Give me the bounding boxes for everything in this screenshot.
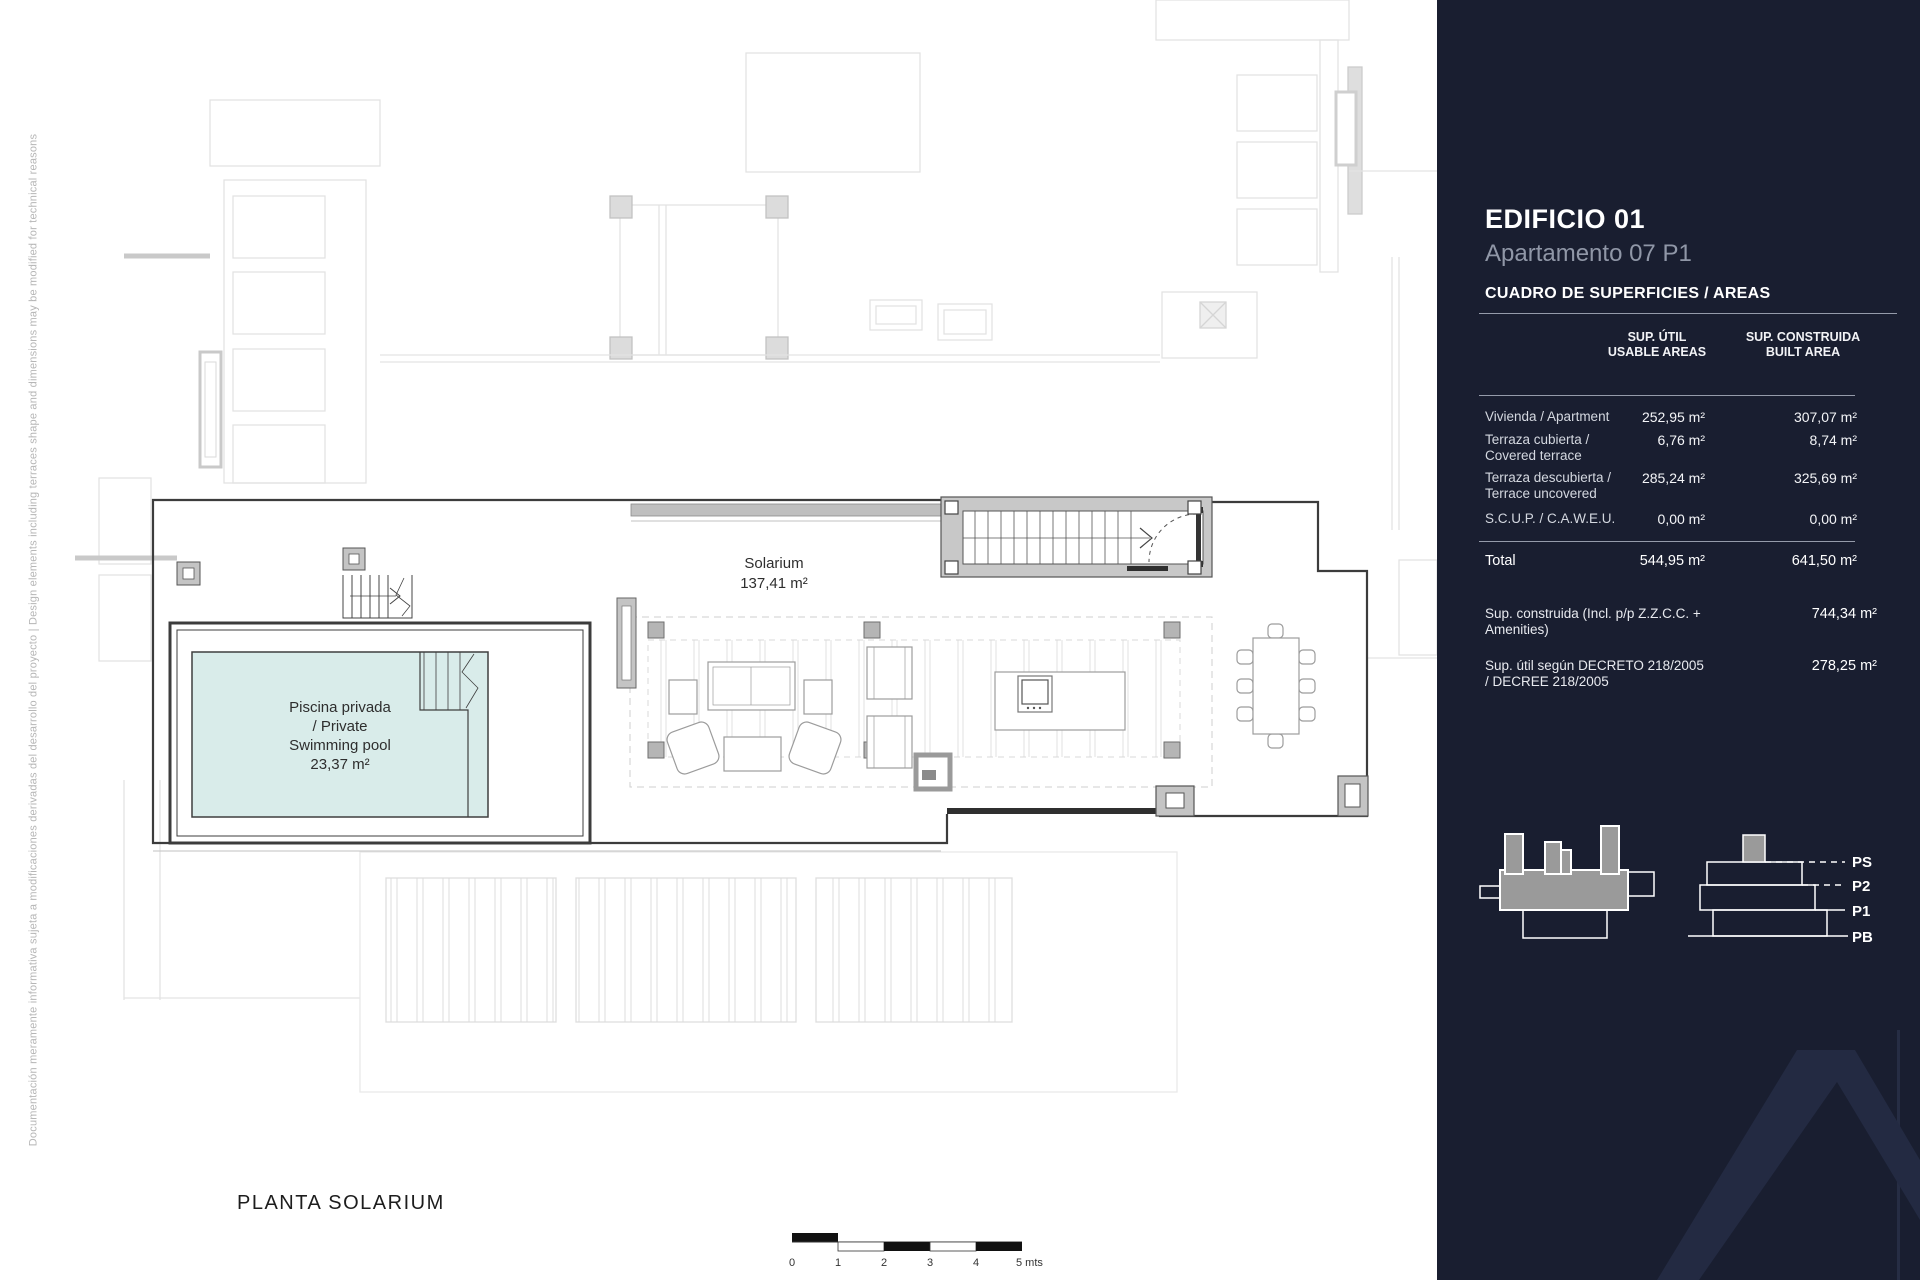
svg-text:1: 1	[834, 1257, 842, 1269]
scale-bar	[789, 1233, 1043, 1269]
info-panel	[1437, 0, 1920, 1280]
louvre-hatch-panels	[386, 878, 1012, 1022]
divider	[1479, 541, 1855, 542]
areas-table-title: CUADRO DE SUPERFICIES / AREAS	[1485, 285, 1771, 302]
svg-text:3: 3	[926, 1257, 934, 1269]
floor-label-p1: P1	[1852, 903, 1871, 920]
structural-columns	[1156, 776, 1368, 816]
footprint-diagram	[1480, 826, 1654, 938]
floor-label-pb: PB	[1852, 929, 1873, 946]
outdoor-kitchen-island	[995, 672, 1125, 730]
pool-label-3: Swimming pool	[289, 737, 391, 754]
dining-table	[1253, 638, 1299, 734]
solarium-label: Solarium	[744, 555, 804, 572]
logo-watermark	[1437, 1020, 1920, 1280]
building-title: EDIFICIO 01	[1485, 204, 1646, 234]
top-wall-band	[631, 504, 941, 516]
highlighted-floor-ps	[1743, 835, 1765, 862]
area-row-terraza-cubierta: Terraza cubierta / Covered terrace 6,76 m² 8,74 m²	[1485, 432, 1857, 463]
summary-decreto: Sup. útil según DECRETO 218/2005 / DECREE 218/2005 278,25 m²	[1485, 658, 1877, 689]
area-row-scup: S.C.U.P. / C.A.W.E.U. 0,00 m² 0,00 m²	[1485, 511, 1857, 527]
column-header-built: SUP. CONSTRUIDA BUILT AREA	[1745, 330, 1861, 359]
svg-text:0: 0	[788, 1257, 796, 1269]
summary-built-amenities: Sup. construida (Incl. p/p Z.Z.C.C. + Amenities) 744,34 m²	[1485, 606, 1877, 637]
pool-label-2: / Private	[312, 718, 368, 735]
svg-text:2: 2	[880, 1257, 888, 1269]
staircase	[941, 497, 1212, 577]
divider	[1479, 395, 1855, 396]
solarium-area: 137,41 m²	[740, 575, 808, 592]
terrace-stairs	[343, 575, 412, 618]
area-row-vivienda: Vivienda / Apartment 252,95 m² 307,07 m²	[1485, 409, 1857, 425]
dining-set	[1237, 624, 1315, 748]
pool-label-1: Piscina privada	[289, 699, 391, 716]
floor-labels	[1852, 854, 1873, 946]
area-row-total: Total 544,95 m² 641,50 m²	[1485, 553, 1857, 569]
section-diagram	[1688, 835, 1848, 936]
location-key-diagrams	[1437, 820, 1920, 980]
columns	[177, 548, 365, 585]
pool-label-4: 23,37 m²	[310, 756, 370, 773]
ghost-background-plan	[75, 0, 1437, 1092]
floor-label-p2: P2	[1852, 878, 1871, 895]
floor-label-ps: PS	[1852, 854, 1873, 871]
disclaimer-text: Documentación meramente informativa sujeta a modificaciones derivadas del desarrollo del proyecto | Design elements including terraces shape and dimensions may be modified for technical reasons	[27, 133, 40, 1147]
area-row-terraza-descubierta: Terraza descubierta / Terrace uncovered 285,24 m² 325,69 m²	[1485, 470, 1857, 501]
divider	[1479, 313, 1897, 314]
glass-railing	[947, 808, 1178, 814]
pool-terrace	[170, 548, 590, 843]
plan-title: PLANTA SOLARIUM	[237, 1192, 445, 1214]
svg-text:4: 4	[972, 1257, 980, 1269]
column-header-usable: SUP. ÚTIL USABLE AREAS	[1607, 330, 1707, 359]
svg-text:5 mts: 5 mts	[1016, 1257, 1043, 1269]
apartment-subtitle: Apartamento 07 P1	[1485, 240, 1692, 267]
